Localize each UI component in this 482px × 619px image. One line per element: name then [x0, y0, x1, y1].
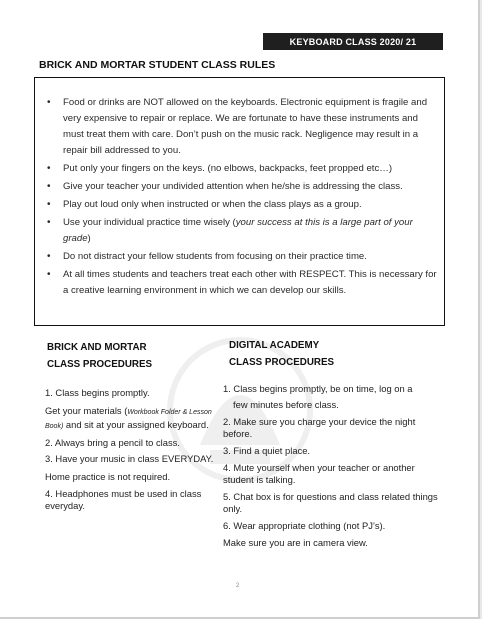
digital-item-camera: Make sure you are in camera view. — [223, 537, 368, 548]
digital-procedures — [223, 337, 441, 549]
rules-list — [47, 95, 441, 301]
brick-item-materials: Get your materials (Workbook Folder & Lesson Book) and sit at your assigned keyboard. — [45, 405, 212, 430]
digital-item-3: 3. Find a quiet place. — [223, 445, 311, 456]
rule-item: • Give your teacher your undivided attention when he/she is addressing the class. — [47, 179, 441, 195]
bullet-icon: • — [47, 251, 51, 262]
digital-item-1-cont: few minutes before class. — [233, 399, 339, 410]
brick-item-3: 3. Have your music in class EVERYDAY. — [45, 453, 214, 464]
class-header-banner: KEYBOARD CLASS 2020/ 21 — [263, 33, 443, 50]
rule-item: • Food or drinks are NOT allowed on the keyboards. Electronic equipment is fragile and very expensive to repair or replace. We are fortunate to have these instruments and must treat them with care. Don’t push on the music rack. Negligence may result in a repair bill addressed to you. — [47, 97, 428, 156]
brick-item-4: 4. Headphones must be used in class everyday. — [45, 488, 202, 511]
bullet-icon: • — [47, 97, 51, 108]
bullet-icon: • — [47, 181, 51, 192]
digital-item-1: 1. Class begins promptly, be on time, log on a — [223, 383, 413, 394]
digital-title-line1: DIGITAL ACADEMY — [229, 340, 320, 351]
digital-item-5: 5. Chat box is for questions and class related things only. — [223, 491, 438, 514]
digital-title-line2: CLASS PROCEDURES — [229, 357, 335, 368]
page-number: 2 — [236, 583, 240, 589]
brick-title-line1: BRICK AND MORTAR — [47, 342, 147, 353]
rules-box — [34, 77, 445, 326]
brick-title-line2: CLASS PROCEDURES — [47, 359, 153, 370]
rule-item: • Put only your fingers on the keys. (no elbows, backpacks, feet propped etc…) — [47, 161, 441, 177]
rules-title: BRICK AND MORTAR STUDENT CLASS RULES — [39, 59, 276, 71]
rule-item: • Play out loud only when instructed or when the class plays as a group. — [47, 197, 441, 213]
brick-item-1: 1. Class begins promptly. — [45, 387, 150, 398]
bullet-icon: • — [47, 269, 51, 280]
bullet-icon: • — [47, 199, 51, 210]
bullet-icon: • — [47, 217, 51, 228]
rule-item: • Use your individual practice time wisely (your success at this is a large part of your grade) — [47, 217, 413, 244]
bullet-icon: • — [47, 163, 51, 174]
digital-item-4: 4. Mute yourself when your teacher or another student is talking. — [223, 462, 415, 485]
rule-item: • At all times students and teachers treat each other with RESPECT. This is necessary for a creative learning environment in which we can develop our skills. — [47, 269, 437, 296]
digital-item-6: 6. Wear appropriate clothing (not PJ’s). — [223, 520, 386, 531]
brick-procedures — [45, 339, 220, 512]
brick-item-2: 2. Always bring a pencil to class. — [45, 437, 180, 448]
rule-item: • Do not distract your fellow students from focusing on their practice time. — [47, 249, 441, 265]
brick-item-home-practice: Home practice is not required. — [45, 471, 171, 482]
digital-item-2: 2. Make sure you charge your device the night before. — [223, 416, 416, 439]
